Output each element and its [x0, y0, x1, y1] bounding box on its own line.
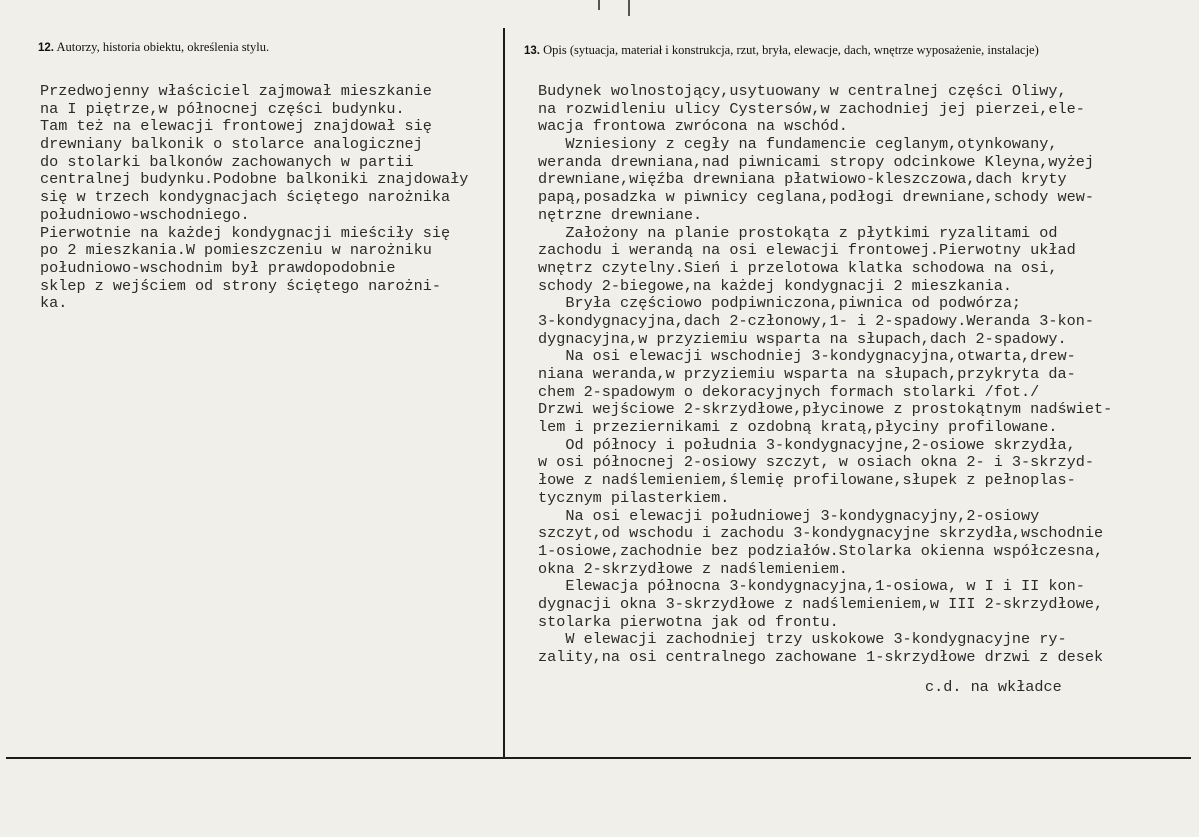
section-13-title: Opis (sytuacja, materiał i konstrukcja, rzut, bryła, elewacje, dach, wnętrze wyposażenie, instalacje): [543, 43, 1039, 57]
section-13-text-line: szczyt,od wschodu i zachodu 3-kondygnacyjne skrzydła,wschodnie: [538, 524, 1104, 543]
section-12-text-line: sklep z wejściem od strony ściętego narożni-: [40, 276, 442, 295]
section-13-text-line: 3-kondygnacyjna,dach 2-członowy,1- i 2-spadowy.Weranda 3-kon-: [538, 311, 1094, 330]
section-13-text-line: Budynek wolnostojący,usytuowany w centralnej części Oliwy,: [538, 82, 1067, 100]
section-12-title: Autorzy, historia obiektu, określenia stylu.: [56, 40, 270, 54]
top-tick-mark: [598, 0, 600, 10]
section-13-body: [538, 83, 1112, 667]
section-13-text-line: Na osi elewacji wschodniej 3-kondygnacyjna,otwarta,drew-: [538, 347, 1076, 366]
section-13-text-line: Elewacja północna 3-kondygnacyjna,1-osiowa, w I i II kon-: [538, 577, 1085, 596]
section-12-text-line: do stolarki balkonów zachowanych w partii: [40, 152, 414, 171]
section-12-body: [40, 83, 468, 313]
section-13-text-line: łowe z nadślemieniem,ślemię profilowane,słupek z pełnoplas-: [538, 471, 1076, 490]
section-12-heading: [38, 40, 269, 55]
section-13-text-line: dygnacyjna,w przyziemiu wsparta na słupach,dach 2-spadowy.: [538, 329, 1067, 348]
section-12-text-line: południowo-wschodniego.: [40, 205, 250, 224]
section-13-text-line: zachodu i werandą na osi elewacji frontowej.Pierwotny układ: [538, 241, 1076, 260]
section-12-number: 12.: [38, 42, 54, 54]
section-12-text-line: Przedwojenny właściciel zajmował mieszkanie: [40, 82, 432, 100]
section-13-text-line: na rozwidleniu ulicy Cystersów,w zachodniej jej pierzei,ele-: [538, 99, 1085, 118]
section-12-text-line: Tam też na elewacji frontowej znajdował się: [40, 117, 432, 136]
section-12-text-line: południowo-wschodnim był prawdopodobnie: [40, 258, 396, 277]
section-13-text-line: wacja frontowa zwrócona na wschód.: [538, 117, 848, 136]
section-13-text-line: Drzwi wejściowe 2-skrzydłowe,płycinowe z prostokątnym nadświet-: [538, 400, 1113, 419]
section-13-text-line: Bryła częściowo podpiwniczona,piwnica od podwórza;: [538, 294, 1022, 313]
section-12-text-line: po 2 mieszkania.W pomieszczeniu w narożniku: [40, 241, 432, 260]
column-divider: [503, 28, 505, 758]
section-13-text-line: dygnacji okna 3-skrzydłowe z nadślemieniem,w III 2-skrzydłowe,: [538, 594, 1104, 613]
section-13-text-line: drewniane,więźba drewniana płatwiowo-kleszczowa,dach kryty: [538, 170, 1067, 189]
section-12-text-line: drewniany balkonik o stolarce analogicznej: [40, 135, 423, 154]
section-13-text-line: schody 2-biegowe,na każdej kondygnacji 2 mieszkania.: [538, 276, 1012, 295]
section-12-text-line: się w trzech kondygnacjach ściętego narożnika: [40, 188, 451, 207]
continuation-note: c.d. na wkładce: [925, 678, 1062, 696]
section-13-number: 13.: [524, 45, 540, 57]
section-13-text-line: papą,posadzka w piwnicy ceglana,podłogi drewniane,schody wew-: [538, 188, 1094, 207]
section-13-text-line: niana weranda,w przyziemiu wsparta na słupach,przykryta da-: [538, 365, 1076, 383]
section-13-text-line: 1-osiowe,zachodnie bez podziałów.Stolarka okienna współczesna,: [538, 541, 1104, 560]
section-13-text-line: chem 2-spadowym o dekoracyjnych formach stolarki /fot./: [538, 382, 1040, 401]
section-13-text-line: weranda drewniana,nad piwnicami stropy odcinkowe Kleyna,wyżej: [538, 152, 1094, 171]
section-12-text-line: ka.: [40, 294, 68, 313]
section-13-text-line: lem i przeziernikami z ozdobną kratą,płyciny profilowane.: [538, 418, 1058, 437]
bottom-rule: [6, 757, 1191, 759]
section-13-text-line: Na osi elewacji południowej 3-kondygnacyjny,2-osiowy: [538, 506, 1040, 525]
section-13-text-line: tycznym pilasterkiem.: [538, 488, 730, 507]
section-13-text-line: stolarka pierwotna jak od frontu.: [538, 612, 839, 631]
section-13-heading: [524, 43, 1039, 58]
section-12-text-line: na I piętrze,w północnej części budynku.: [40, 99, 405, 118]
section-12-text-line: Pierwotnie na każdej kondygnacji mieściły się: [40, 223, 451, 242]
section-13-text-line: zality,na osi centralnego zachowane 1-skrzydłowe drzwi z desek: [538, 648, 1104, 666]
section-13-text-line: okna 2-skrzydłowe z nadślemieniem.: [538, 559, 848, 578]
section-13-text-line: nętrzne drewniane.: [538, 205, 703, 224]
section-13-text-line: Wzniesiony z cegły na fundamencie ceglanym,otynkowany,: [538, 135, 1058, 154]
section-13-text-line: wnętrz czytelny.Sień i przelotowa klatka schodowa na osi,: [538, 258, 1058, 277]
top-tick-mark: [628, 0, 630, 16]
section-13-text-line: Od północy i południa 3-kondygnacyjne,2-osiowe skrzydła,: [538, 435, 1076, 454]
section-13-text-line: W elewacji zachodniej trzy uskokowe 3-kondygnacyjne ry-: [538, 630, 1067, 649]
section-12-text-line: centralnej budynku.Podobne balkoniki znajdowały: [40, 170, 469, 189]
section-13-text-line: Założony na planie prostokąta z płytkimi ryzalitami od: [538, 223, 1058, 242]
section-13-text-line: w osi północnej 2-osiowy szczyt, w osiach okna 2- i 3-skrzyd-: [538, 453, 1094, 472]
